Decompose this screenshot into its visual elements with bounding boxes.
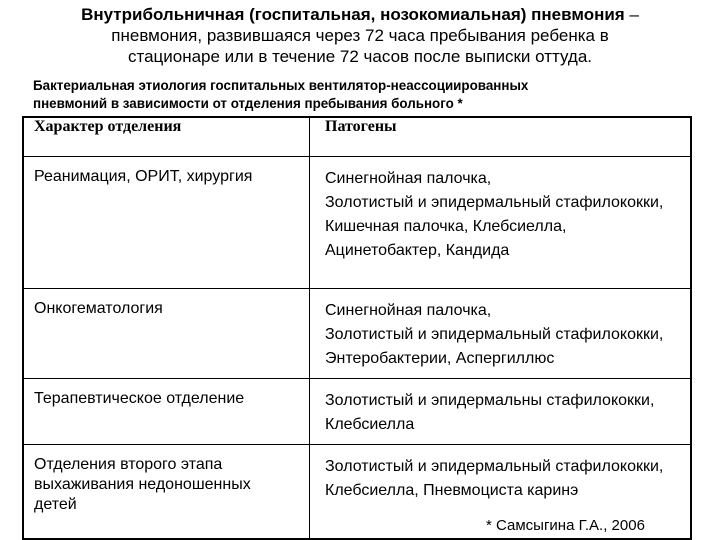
title-line-2: пневмония, развившаяся через 72 часа пребывания ребенка в bbox=[111, 26, 609, 45]
pathogens-cell bbox=[310, 379, 692, 445]
header-pathogens: Патогены bbox=[310, 117, 692, 157]
pathogen-line: Клебсиелла bbox=[325, 416, 415, 433]
table-row bbox=[23, 157, 691, 289]
pathogen-line: Золотистый и эпидермальный стафилококки, bbox=[325, 326, 664, 343]
pathogen-line: Кишечная палочка, Клебсиелла, bbox=[325, 218, 567, 235]
header-department: Характер отделения bbox=[23, 117, 310, 157]
caption-line-2: пневмоний в зависимости от отделения пребывания больного * bbox=[33, 96, 463, 111]
slide-title bbox=[0, 4, 720, 67]
pathogen-line: Ацинетобактер, Кандида bbox=[325, 242, 510, 259]
source-footnote: * Самсыгина Г.А., 2006 bbox=[486, 517, 645, 534]
table-row bbox=[23, 379, 691, 445]
department-cell bbox=[23, 445, 310, 540]
title-term: Внутрибольничная (госпитальная, нозокомиальная) пневмония bbox=[81, 5, 625, 24]
department-cell: Реанимация, ОРИТ, хирургия bbox=[23, 157, 310, 289]
pathogen-line: Клебсиелла, Пневмоциста каринэ bbox=[325, 482, 579, 499]
department-line: выхаживания недоношенных bbox=[34, 476, 251, 493]
pathogens-cell bbox=[310, 157, 692, 289]
department-cell: Терапевтическое отделение bbox=[23, 379, 310, 445]
pathogens-cell bbox=[310, 289, 692, 379]
caption-line-1: Бактериальная этиология госпитальных вентилятор-неассоциированных bbox=[33, 78, 529, 93]
pathogens-table bbox=[22, 116, 692, 540]
title-dash: – bbox=[624, 5, 639, 24]
department-line: Отделения второго этапа bbox=[34, 456, 223, 473]
pathogen-line: Золотистый и эпидермальный стафилококки, bbox=[325, 194, 664, 211]
department-cell: Онкогематология bbox=[23, 289, 310, 379]
table-caption bbox=[33, 77, 693, 113]
table-header-row bbox=[23, 117, 691, 157]
title-line-1 bbox=[0, 4, 720, 25]
pathogen-line: Энтеробактерии, Аспергиллюс bbox=[325, 350, 555, 367]
pathogen-line: Синегнойная палочка, bbox=[325, 302, 492, 319]
pathogen-line: Золотистый и эпидермальны стафилококки, bbox=[325, 392, 655, 409]
pathogen-line: Синегнойная палочка, bbox=[325, 170, 492, 187]
table-row bbox=[23, 289, 691, 379]
pathogen-line: Золотистый и эпидермальный стафилококки, bbox=[325, 458, 664, 475]
department-line: детей bbox=[34, 496, 77, 513]
title-line-3: стационаре или в течение 72 часов после выписки оттуда. bbox=[127, 47, 593, 66]
